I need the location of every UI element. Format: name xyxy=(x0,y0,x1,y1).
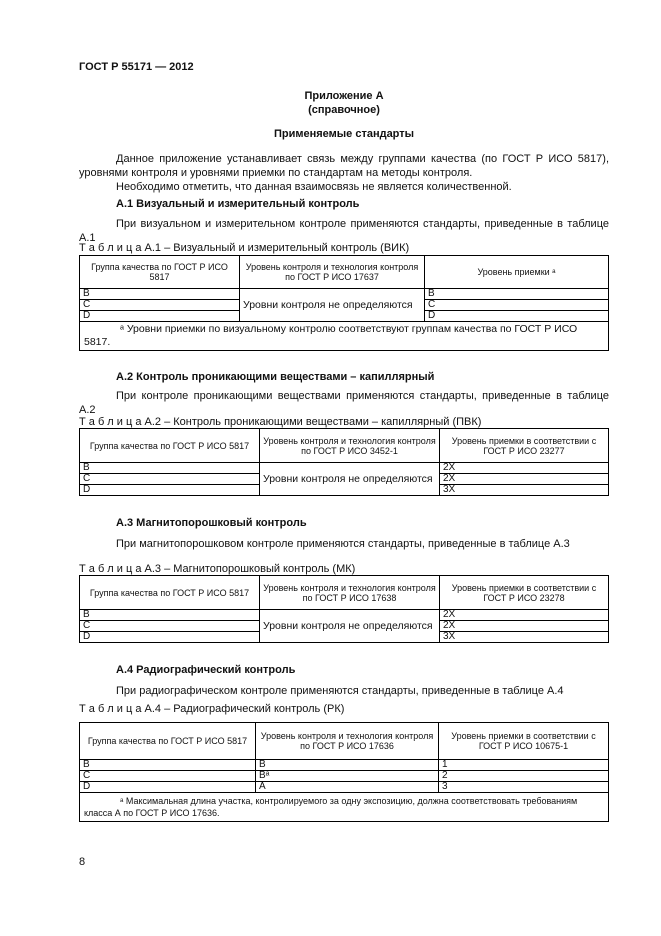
table-a4-group-cell: B xyxy=(80,760,256,771)
section-a3-heading: А.3 Магнитопорошковый контроль xyxy=(116,517,307,529)
table-a1-footnote: ᵃ Уровни приемки по визуальному контролю соответствуют группам качества по ГОСТ Р ИСО 5817. xyxy=(80,322,609,351)
table-a4-group-cell: C xyxy=(80,771,256,782)
table-a2-header-level: Уровень контроля и технология контроля по ГОСТ Р ИСО 3452-1 xyxy=(260,429,440,463)
table-a4-group-cell: D xyxy=(80,782,256,793)
section-a2-heading: А.2 Контроль проникающими веществами – капиллярный xyxy=(116,371,435,383)
section-a1-text: При визуальном и измерительном контроле применяются стандарты, приведенные в таблице А.1 xyxy=(79,218,609,244)
table-a4 xyxy=(79,722,609,822)
appendix-subtitle: (справочное) xyxy=(308,104,380,116)
table-a1-group-cell: C xyxy=(80,300,240,311)
intro-note: Необходимо отметить, что данная взаимосвязь не является количественной. xyxy=(116,181,512,193)
table-a4-accept-cell: 2 xyxy=(439,771,609,782)
table-a2-group-cell: D xyxy=(80,485,260,496)
table-a1-merged-cell: Уровни контроля не определяются xyxy=(240,289,425,322)
table-a1-header-accept: Уровень приемки ᵃ xyxy=(425,256,609,289)
section-a2-text: При контроле проникающими веществами применяются стандарты, приведенные в таблице А.2 xyxy=(79,390,609,416)
document-header: ГОСТ Р 55171 — 2012 xyxy=(79,61,194,73)
table-a2-header-group: Группа качества по ГОСТ Р ИСО 5817 xyxy=(80,429,260,463)
table-a1-accept-cell: C xyxy=(425,300,609,311)
table-a4-header-accept: Уровень приемки в соответствии с ГОСТ Р ИСО 10675-1 xyxy=(439,723,609,760)
table-a3-group-cell: C xyxy=(80,621,260,632)
table-a1-accept-cell: B xyxy=(425,289,609,300)
table-a4-footnote: ᵃ Максимальная длина участка, контролируемого за одну экспозицию, должна соответствовать требованиям класса А по ГОСТ Р ИСО 17636. xyxy=(80,793,609,822)
table-a3-accept-cell: 2X xyxy=(440,621,609,632)
table-a2-accept-cell: 2X xyxy=(440,463,609,474)
table-a3-merged-cell: Уровни контроля не определяются xyxy=(260,610,440,643)
section-a4-heading: А.4 Радиографический контроль xyxy=(116,664,296,676)
table-a1-header-group: Группа качества по ГОСТ Р ИСО 5817 xyxy=(80,256,240,289)
table-a2-group-cell: B xyxy=(80,463,260,474)
table-a2 xyxy=(79,428,609,496)
table-a3-header-accept: Уровень приемки в соответствии с ГОСТ Р ИСО 23278 xyxy=(440,576,609,610)
table-a3-accept-cell: 2X xyxy=(440,610,609,621)
appendix-title: Приложение А xyxy=(304,90,384,102)
table-a1-caption: Т а б л и ц а А.1 – Визуальный и измерительный контроль (ВИК) xyxy=(79,242,410,254)
table-a2-header-accept: Уровень приемки в соответствии с ГОСТ Р ИСО 23277 xyxy=(440,429,609,463)
table-a4-header-group: Группа качества по ГОСТ Р ИСО 5817 xyxy=(80,723,256,760)
table-a1-accept-cell: D xyxy=(425,311,609,322)
table-a4-header-level: Уровень контроля и технология контроля по ГОСТ Р ИСО 17636 xyxy=(256,723,439,760)
table-a2-merged-cell: Уровни контроля не определяются xyxy=(260,463,440,496)
table-a1-group-cell: D xyxy=(80,311,240,322)
intro-paragraph: Данное приложение устанавливает связь между группами качества (по ГОСТ Р ИСО 5817), уровнями контроля и уровнями приемки по стандартам на методы контроля. xyxy=(79,153,609,179)
table-a3-group-cell: B xyxy=(80,610,260,621)
table-a4-level-cell: A xyxy=(256,782,439,793)
table-a2-accept-cell: 2X xyxy=(440,474,609,485)
table-a4-accept-cell: 1 xyxy=(439,760,609,771)
table-a3-accept-cell: 3X xyxy=(440,632,609,643)
section-a1-heading: А.1 Визуальный и измерительный контроль xyxy=(116,198,360,210)
table-a3-group-cell: D xyxy=(80,632,260,643)
table-a2-group-cell: C xyxy=(80,474,260,485)
table-a3-caption: Т а б л и ц а А.3 – Магнитопорошковый контроль (МК) xyxy=(79,563,356,575)
table-a2-caption: Т а б л и ц а А.2 – Контроль проникающими веществами – капиллярный (ПВК) xyxy=(79,416,482,428)
section-a3-text: При магнитопорошковом контроле применяются стандарты, приведенные в таблице А.3 xyxy=(116,538,570,550)
table-a1-header-level: Уровень контроля и технология контроля по ГОСТ Р ИСО 17637 xyxy=(240,256,425,289)
appendix-heading: Применяемые стандарты xyxy=(273,128,415,140)
table-a4-caption: Т а б л и ц а А.4 – Радиографический контроль (РК) xyxy=(79,703,345,715)
table-a3-header-level: Уровень контроля и технология контроля по ГОСТ Р ИСО 17638 xyxy=(260,576,440,610)
table-a4-accept-cell: 3 xyxy=(439,782,609,793)
table-a1-group-cell: B xyxy=(80,289,240,300)
table-a3 xyxy=(79,575,609,643)
table-a1 xyxy=(79,255,609,351)
table-a2-accept-cell: 3X xyxy=(440,485,609,496)
table-a4-level-cell: Bᵃ xyxy=(256,771,439,782)
page-number: 8 xyxy=(79,856,86,868)
table-a4-level-cell: B xyxy=(256,760,439,771)
section-a4-text: При радиографическом контроле применяются стандарты, приведенные в таблице А.4 xyxy=(116,685,564,697)
table-a3-header-group: Группа качества по ГОСТ Р ИСО 5817 xyxy=(80,576,260,610)
